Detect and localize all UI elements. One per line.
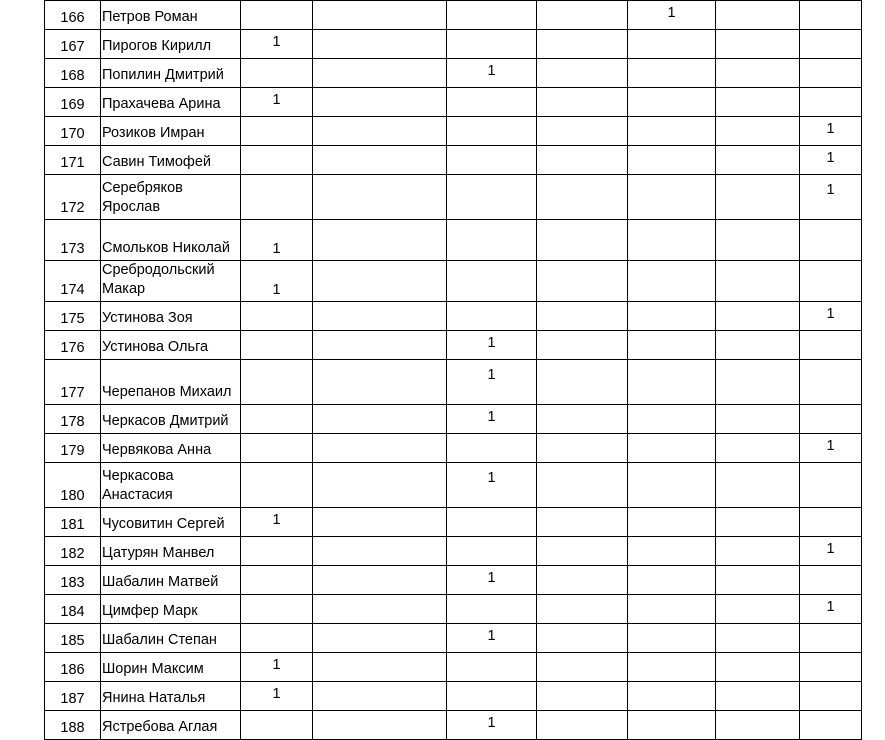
student-name: Сребродольский Макар: [101, 261, 241, 302]
row-number: 168: [45, 59, 101, 88]
mark-cell: 1: [447, 331, 537, 360]
mark-cell: [447, 302, 537, 331]
student-name: Цатурян Манвел: [101, 537, 241, 566]
student-name: Шабалин Степан: [101, 624, 241, 653]
mark-cell: 1: [241, 30, 313, 59]
table-row: [45, 405, 862, 434]
mark-cell: 1: [800, 537, 862, 566]
row-number: 172: [45, 175, 101, 220]
mark-cell: [313, 537, 447, 566]
mark-cell: [800, 59, 862, 88]
student-name: Чусовитин Сергей: [101, 508, 241, 537]
mark-cell: [447, 653, 537, 682]
mark-cell: [313, 682, 447, 711]
mark-cell: [313, 624, 447, 653]
mark-cell: [628, 88, 716, 117]
mark-cell: [628, 59, 716, 88]
mark-cell: 1: [447, 59, 537, 88]
student-name: Янина Наталья: [101, 682, 241, 711]
mark-cell: [241, 595, 313, 624]
mark-cell: [241, 302, 313, 331]
mark-cell: 1: [241, 220, 313, 261]
mark-cell: [628, 434, 716, 463]
mark-cell: [628, 711, 716, 740]
mark-cell: [800, 405, 862, 434]
mark-cell: 1: [447, 624, 537, 653]
mark-cell: [241, 405, 313, 434]
mark-cell: [537, 146, 628, 175]
mark-cell: [313, 175, 447, 220]
mark-cell: [313, 360, 447, 405]
mark-cell: [537, 463, 628, 508]
mark-cell: [800, 331, 862, 360]
mark-cell: [628, 175, 716, 220]
mark-cell: [716, 30, 800, 59]
row-number: 182: [45, 537, 101, 566]
row-number: 170: [45, 117, 101, 146]
mark-cell: [537, 566, 628, 595]
mark-cell: [628, 566, 716, 595]
mark-cell: 1: [241, 682, 313, 711]
mark-cell: [537, 624, 628, 653]
mark-cell: 1: [241, 653, 313, 682]
mark-cell: [241, 463, 313, 508]
mark-cell: [241, 117, 313, 146]
mark-cell: [716, 59, 800, 88]
mark-cell: [447, 117, 537, 146]
mark-cell: [447, 508, 537, 537]
mark-cell: [716, 146, 800, 175]
mark-cell: [537, 117, 628, 146]
table-row: [45, 88, 862, 117]
mark-cell: [628, 595, 716, 624]
table-row: [45, 302, 862, 331]
mark-cell: [537, 537, 628, 566]
row-number: 173: [45, 220, 101, 261]
mark-cell: [716, 711, 800, 740]
mark-cell: [537, 508, 628, 537]
mark-cell: [241, 175, 313, 220]
mark-cell: [313, 508, 447, 537]
mark-cell: [716, 220, 800, 261]
mark-cell: [537, 30, 628, 59]
mark-cell: [537, 59, 628, 88]
table-row: [45, 117, 862, 146]
mark-cell: 1: [447, 405, 537, 434]
table-row: [45, 537, 862, 566]
mark-cell: [628, 682, 716, 711]
row-number: 183: [45, 566, 101, 595]
mark-cell: [241, 624, 313, 653]
table-row: [45, 261, 862, 302]
mark-cell: [716, 595, 800, 624]
mark-cell: [537, 88, 628, 117]
student-name: Устинова Ольга: [101, 331, 241, 360]
mark-cell: 1: [800, 175, 862, 220]
row-number: 178: [45, 405, 101, 434]
row-number: 179: [45, 434, 101, 463]
mark-cell: 1: [241, 88, 313, 117]
table-body: [45, 1, 862, 740]
student-name: Прахачева Арина: [101, 88, 241, 117]
mark-cell: [537, 302, 628, 331]
mark-cell: [716, 653, 800, 682]
mark-cell: [313, 261, 447, 302]
mark-cell: [313, 463, 447, 508]
mark-cell: [313, 30, 447, 59]
row-number: 167: [45, 30, 101, 59]
mark-cell: 1: [800, 117, 862, 146]
row-number: 184: [45, 595, 101, 624]
student-name: Петров Роман: [101, 1, 241, 30]
student-name: Цимфер Марк: [101, 595, 241, 624]
table-row: [45, 220, 862, 261]
mark-cell: [628, 302, 716, 331]
mark-cell: [313, 331, 447, 360]
mark-cell: [241, 146, 313, 175]
student-name: Червякова Анна: [101, 434, 241, 463]
student-name: Смольков Николай: [101, 220, 241, 261]
student-name: Ястребова Аглая: [101, 711, 241, 740]
mark-cell: 1: [447, 360, 537, 405]
row-number: 176: [45, 331, 101, 360]
mark-cell: [716, 682, 800, 711]
student-name: Черепанов Михаил: [101, 360, 241, 405]
mark-cell: [313, 88, 447, 117]
mark-cell: [800, 220, 862, 261]
mark-cell: 1: [800, 302, 862, 331]
row-number: 187: [45, 682, 101, 711]
mark-cell: [447, 220, 537, 261]
mark-cell: [628, 261, 716, 302]
mark-cell: [716, 117, 800, 146]
table-row: [45, 566, 862, 595]
mark-cell: 1: [447, 566, 537, 595]
mark-cell: [628, 331, 716, 360]
mark-cell: [628, 508, 716, 537]
table-row: [45, 463, 862, 508]
table-row: [45, 146, 862, 175]
mark-cell: [537, 331, 628, 360]
mark-cell: [537, 175, 628, 220]
mark-cell: [241, 331, 313, 360]
student-name: Серебряков Ярослав: [101, 175, 241, 220]
mark-cell: [628, 624, 716, 653]
mark-cell: [800, 711, 862, 740]
row-number: 166: [45, 1, 101, 30]
mark-cell: [537, 595, 628, 624]
mark-cell: [537, 434, 628, 463]
table-row: [45, 595, 862, 624]
table-row: [45, 331, 862, 360]
mark-cell: [447, 146, 537, 175]
mark-cell: [716, 434, 800, 463]
row-number: 174: [45, 261, 101, 302]
row-number: 171: [45, 146, 101, 175]
table-row: [45, 508, 862, 537]
mark-cell: [447, 1, 537, 30]
student-name: Черкасова Анастасия: [101, 463, 241, 508]
mark-cell: [241, 360, 313, 405]
mark-cell: [313, 711, 447, 740]
table-row: [45, 360, 862, 405]
mark-cell: 1: [800, 595, 862, 624]
mark-cell: [628, 117, 716, 146]
table-row: [45, 624, 862, 653]
mark-cell: [447, 175, 537, 220]
mark-cell: [628, 405, 716, 434]
table-row: [45, 175, 862, 220]
mark-cell: 1: [447, 463, 537, 508]
mark-cell: [716, 88, 800, 117]
student-name: Розиков Имран: [101, 117, 241, 146]
row-number: 177: [45, 360, 101, 405]
mark-cell: [800, 508, 862, 537]
mark-cell: [628, 146, 716, 175]
mark-cell: [537, 682, 628, 711]
mark-cell: [716, 1, 800, 30]
mark-cell: [537, 1, 628, 30]
mark-cell: [716, 566, 800, 595]
mark-cell: [716, 360, 800, 405]
mark-cell: [716, 405, 800, 434]
student-name: Черкасов Дмитрий: [101, 405, 241, 434]
mark-cell: [716, 302, 800, 331]
mark-cell: [628, 653, 716, 682]
mark-cell: [313, 59, 447, 88]
mark-cell: [447, 88, 537, 117]
table-row: [45, 711, 862, 740]
table-row: [45, 30, 862, 59]
table-row: [45, 434, 862, 463]
student-name: Савин Тимофей: [101, 146, 241, 175]
mark-cell: [447, 434, 537, 463]
student-name: Попилин Дмитрий: [101, 59, 241, 88]
mark-cell: [241, 59, 313, 88]
mark-cell: 1: [241, 508, 313, 537]
mark-cell: [313, 302, 447, 331]
row-number: 175: [45, 302, 101, 331]
mark-cell: [800, 566, 862, 595]
mark-cell: 1: [628, 1, 716, 30]
table-row: [45, 1, 862, 30]
mark-cell: [716, 463, 800, 508]
mark-cell: [800, 88, 862, 117]
results-table: [44, 0, 862, 740]
mark-cell: [716, 331, 800, 360]
mark-cell: 1: [800, 146, 862, 175]
mark-cell: [537, 405, 628, 434]
mark-cell: [313, 146, 447, 175]
mark-cell: [241, 434, 313, 463]
mark-cell: 1: [241, 261, 313, 302]
mark-cell: [313, 220, 447, 261]
mark-cell: [800, 360, 862, 405]
mark-cell: [800, 463, 862, 508]
mark-cell: [241, 711, 313, 740]
mark-cell: [628, 220, 716, 261]
mark-cell: [800, 653, 862, 682]
mark-cell: [800, 682, 862, 711]
mark-cell: [313, 566, 447, 595]
mark-cell: [313, 434, 447, 463]
mark-cell: [537, 711, 628, 740]
mark-cell: [800, 1, 862, 30]
mark-cell: [241, 537, 313, 566]
mark-cell: [800, 30, 862, 59]
mark-cell: [716, 508, 800, 537]
mark-cell: [447, 682, 537, 711]
mark-cell: [716, 537, 800, 566]
mark-cell: [716, 175, 800, 220]
mark-cell: [537, 220, 628, 261]
row-number: 180: [45, 463, 101, 508]
table-row: [45, 59, 862, 88]
mark-cell: [800, 624, 862, 653]
student-name: Пирогов Кирилл: [101, 30, 241, 59]
mark-cell: [313, 117, 447, 146]
mark-cell: [716, 261, 800, 302]
mark-cell: 1: [800, 434, 862, 463]
mark-cell: [447, 595, 537, 624]
row-number: 169: [45, 88, 101, 117]
mark-cell: [628, 30, 716, 59]
mark-cell: [313, 1, 447, 30]
mark-cell: 1: [447, 711, 537, 740]
mark-cell: [628, 463, 716, 508]
mark-cell: [313, 595, 447, 624]
student-name: Устинова Зоя: [101, 302, 241, 331]
mark-cell: [313, 653, 447, 682]
mark-cell: [313, 405, 447, 434]
row-number: 188: [45, 711, 101, 740]
mark-cell: [628, 537, 716, 566]
mark-cell: [628, 360, 716, 405]
student-name: Шорин Максим: [101, 653, 241, 682]
mark-cell: [447, 261, 537, 302]
table-row: [45, 653, 862, 682]
row-number: 181: [45, 508, 101, 537]
mark-cell: [447, 537, 537, 566]
mark-cell: [447, 30, 537, 59]
table-row: [45, 682, 862, 711]
student-name: Шабалин Матвей: [101, 566, 241, 595]
row-number: 186: [45, 653, 101, 682]
mark-cell: [716, 624, 800, 653]
mark-cell: [537, 653, 628, 682]
mark-cell: [800, 261, 862, 302]
mark-cell: [537, 261, 628, 302]
row-number: 185: [45, 624, 101, 653]
mark-cell: [537, 360, 628, 405]
mark-cell: [241, 566, 313, 595]
mark-cell: [241, 1, 313, 30]
